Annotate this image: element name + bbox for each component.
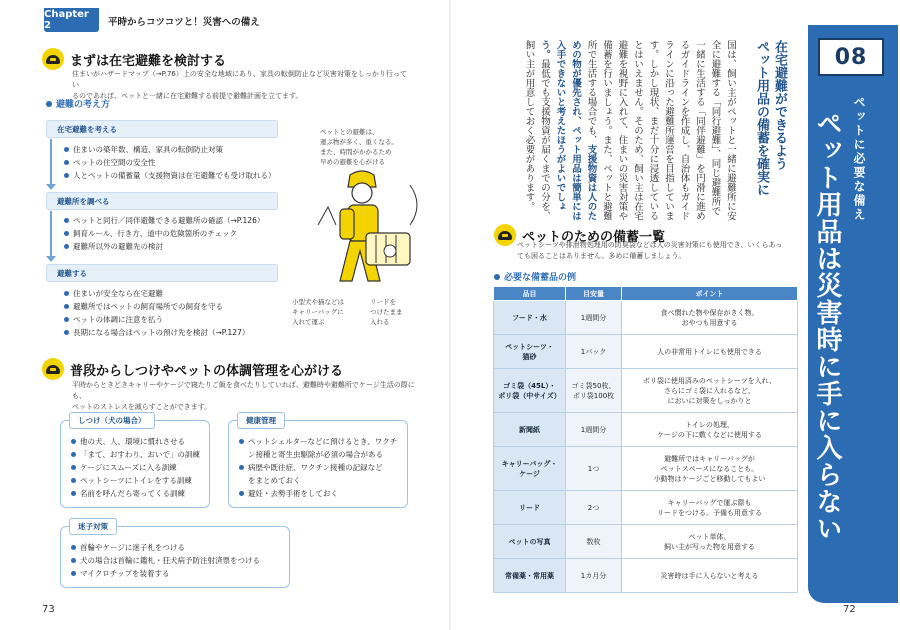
list-item: 住まいの築年数、構造、家具の転倒防止対策 [64,143,276,156]
illustration-note-top: ペットとの避難は、 運ぶ物が多く、重くなる。 また、時間がかかるため 早めの避難を心がける [320,128,398,166]
table-header-point: ポイント [622,287,798,301]
cell-item: ペットの写真 [494,525,566,559]
helmet-icon [494,224,516,246]
cell-quantity: 1週間分 [566,301,622,335]
cell-quantity: 2つ [566,491,622,525]
card-health-list [239,435,397,500]
step-stay-home: 在宅避難を考える [46,120,278,138]
body-text: 国は、飼い主がペットと一緒に避難所に安全に避難する「同行避難」、同じ避難所で一緒に生活する「同伴避難」を円滑に進めるガイドラインを作成し、自治体もガイドラインに沿った避難所運営を目指しています。しかし現状、まだ十分に浸透しているとはいえません。そのため、飼い主は在宅避難を視野に入れて、住まいの災害対策や備蓄を行いましょう。また、ペットと避難所で生活する場合でも、支援物資は人のための物が優先され、ペット用品は簡単には入手できないと考えたほうがよいでしょう。最低でも支援物資が届くまでの分を、飼い主が用意しておく必要があります。 [523,40,736,221]
card-lost-pet-label: 迷子対策 [69,518,117,535]
cell-point: 食べ慣れた物や保存がきく物。 おやつも用意する [622,301,798,335]
stock-table [493,286,798,593]
cell-point: 人の非常用トイレにも使用できる [622,335,798,369]
cell-quantity: 1カ月分 [566,559,622,593]
cell-item: 新聞紙 [494,413,566,447]
cell-point: 避難所ではキャリーバッグが ペットスペースになることも。 小動物はケージごと移動してもよい [622,447,798,491]
cell-item: リード [494,491,566,525]
cell-quantity: 1つ [566,447,622,491]
list-item: 名前を呼んだら寄ってくる訓練 [71,487,200,500]
table-row [494,369,798,413]
cell-item: ペットシーツ・ 猫砂 [494,335,566,369]
cell-item: キャリーバッグ・ ケージ [494,447,566,491]
table-row [494,525,798,559]
card-training-list [71,435,200,500]
cell-point: トイレの処理、 ケージの下に敷くなどに使用する [622,413,798,447]
list-item: 避難所ではペットの飼育場所での飼育を守る [64,300,249,313]
list-item: ペットシーツにトイレをする訓練 [71,474,200,487]
section-number: 08 [818,38,884,76]
evacuation-subhead: 避難の考え方 [46,97,110,110]
list-item: ケージにスムーズに入る訓練 [71,461,200,474]
cell-point: 災害時は手に入らないと考える [622,559,798,593]
list-item: ペットと同行／同伴避難できる避難所の確認（→P.126） [64,214,264,227]
list-item: ペットの体調に注意を払う [64,313,249,326]
table-header-row [494,287,798,301]
list-item: 「まて、おすわり、おいで」の訓練 [71,448,200,461]
list-item: マイクロチップを装着する [71,567,260,580]
flow-arrow-icon [46,184,56,190]
table-body [494,301,798,593]
list-item: ペットシェルターなどに預けるとき、ワクチ [239,435,397,448]
flow-line [50,211,52,257]
section1-lead: 住まいがハザードマップ（→P.76）上の安全な地域にあり、家具の転倒防止など災害対策をしっかり行ってい るのであれば、ペットと一緒に在宅避難する前提で避難計画を立てます。 [72,70,407,100]
list-item: 避妊・去勢手術をしておく [239,487,397,500]
step-evacuate: 避難する [46,264,278,282]
list-item: 飼育ルール、行き方、道中の危険箇所のチェック [64,227,264,240]
table-row [494,559,798,593]
cell-item: ゴミ袋（45L）・ ポリ袋（中サイズ） [494,369,566,413]
cell-point: ポリ袋に使用済みのペットシーツを入れ、 さらにゴミ袋に入れるなど、 においに対策をしっかりと [622,369,798,413]
section1-heading [42,48,226,70]
stock-title: ペットのための備蓄一覧 [522,229,666,245]
illustration-note-leash: リードを つけたまま 入れる [370,298,403,326]
illustration-note-carrier: 小型犬や猫などは キャリーバッグに 入れて運ぶ [292,298,344,326]
stock-subhead: 必要な備蓄品の例 [494,270,576,283]
card-training-label: しつけ（犬の場合） [69,412,155,429]
chapter-tab: Chapter 2 [44,8,99,32]
lead-heading: 在宅避難ができるよう ペット用品の備蓄を確実に [754,40,787,196]
cell-point: ペット単体、 飼い主が写った物を用意する [622,525,798,559]
list-item: 病歴や既往症、ワクチン接種の記録など [239,461,397,474]
list-item-continued: をまとめておく [248,476,301,485]
helmet-icon [42,358,64,380]
stock-lead: ペットシーツや排泄物処理用の防臭袋などは人の災害対策にも使用でき、いくらあっ ても困ることはありません。多めに備蓄しましょう。 [517,241,783,260]
flow-arrow-icon [46,256,56,262]
chapter-title: 平時からコツコツと！災害への備え [108,17,260,28]
step-check-shelter: 避難所を調べる [46,192,278,210]
card-training [60,416,210,508]
cell-quantity: 数枚 [566,525,622,559]
card-lost-pet [60,522,290,588]
list-item: ペットの住空間の安全性 [64,156,276,169]
flow-line [50,139,52,185]
section-subtitle: ペットに必要な備え [852,96,866,222]
cell-item: 常備薬・常用薬 [494,559,566,593]
highlight-text: 支援物資は人のための物が優先され、ペット用品は簡単には入手できないと考えたほうがよいでしょう。 [539,40,597,221]
card-health-label: 健康管理 [237,412,285,429]
list-item: 長期になる場合はペットの預け先を検討（→P.127） [64,326,249,339]
section2-title: 普段からしつけやペットの体調管理を心がける [70,363,344,379]
table-row [494,413,798,447]
step-evacuate-list [64,287,249,339]
step-stay-home-list [64,143,276,182]
section2-lead: 平時からときどきキャリーやケージで寝たりご飯を食べたりしていれば、避難時や避難所でケージ生活の際にも、 ペットのストレスを減らすことができます。 [72,381,415,411]
list-item: 犬の場合は首輪に鑑札・狂犬病予防注射済票をつける [71,554,260,567]
card-health [228,416,408,508]
gutter [449,0,451,630]
cell-quantity: 1パック [566,335,622,369]
helmet-icon [42,48,64,70]
table-row [494,301,798,335]
cell-quantity: 1週間分 [566,413,622,447]
list-item-continued: ン接種と寄生虫駆除が必須の場合がある [248,450,383,459]
table-header-qty: 目安量 [566,287,622,301]
list-item: 住まいが安全なら在宅避難 [64,287,249,300]
list-item: 避難所以外の避難先の検討 [64,240,264,253]
cell-point: キャリーバッグで運ぶ際も リードをつける。予備も用意する [622,491,798,525]
card-lost-pet-list [71,541,260,580]
evacuation-illustration [290,165,440,305]
section-main-title: ペット用品は災害時に手に入らない [812,110,842,542]
list-item: 人とペットの備蓄量（支援物資は在宅避難でも受け取れる） [64,169,276,182]
cell-quantity: ゴミ袋50枚、 ポリ袋100枚 [566,369,622,413]
section1-title: まずは在宅避難を検討する [70,53,227,69]
table-row [494,335,798,369]
table-header-item: 品目 [494,287,566,301]
cell-item: フード・水 [494,301,566,335]
section2-heading [42,358,343,380]
list-item: 他の犬、人、環境に慣れさせる [71,435,200,448]
table-row [494,491,798,525]
page-number-left: 73 [42,604,55,615]
step-check-shelter-list [64,214,264,253]
list-item: 首輪やケージに迷子札をつける [71,541,260,554]
table-row [494,447,798,491]
page-number-right: 72 [843,604,856,615]
